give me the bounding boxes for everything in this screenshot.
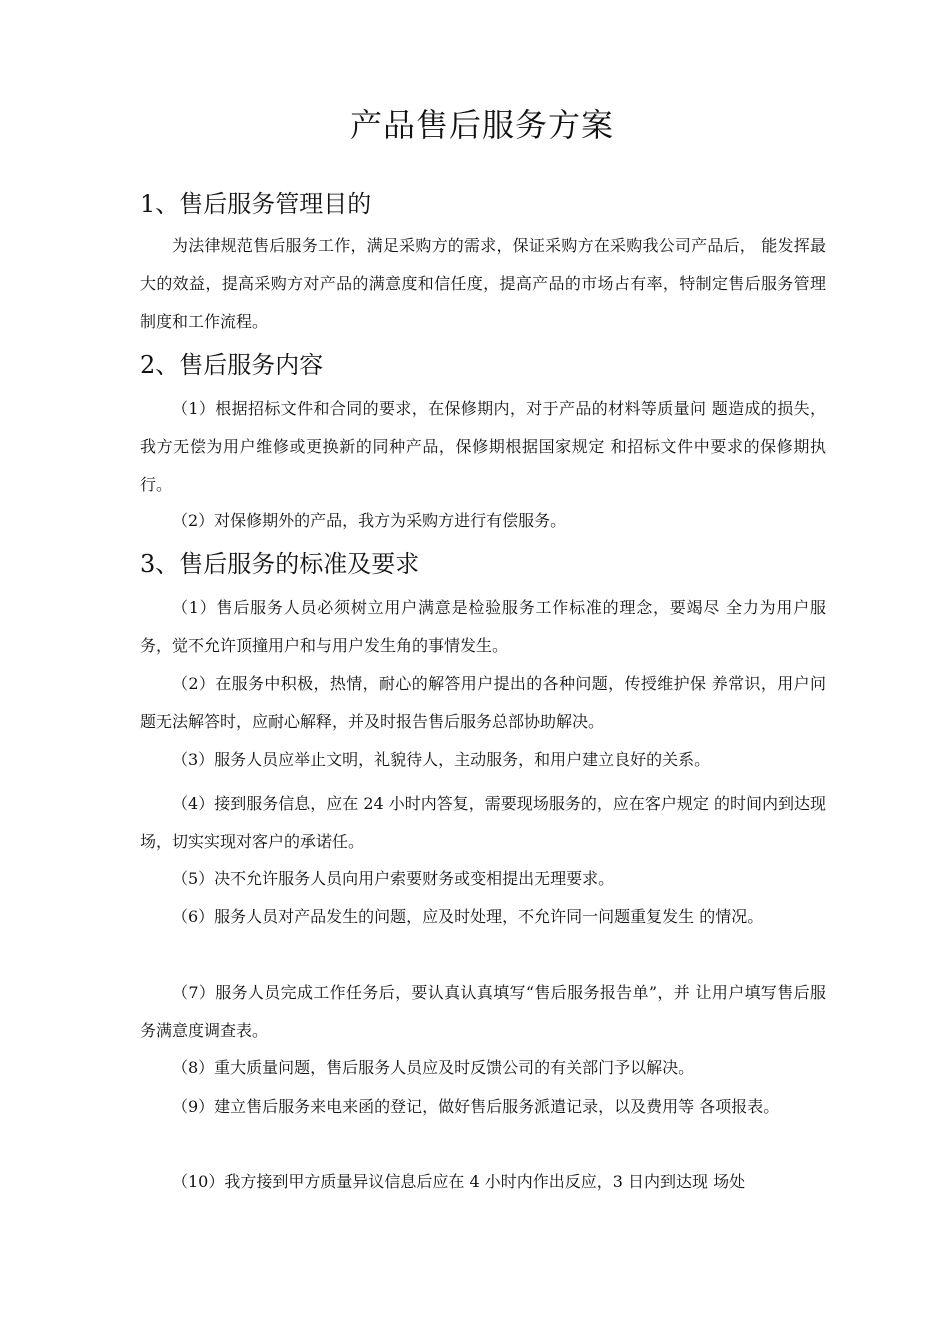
paragraph-3-9: （9）建立售后服务来电来函的登记，做好售后服务派遣记录，以及费用等 各项报表。	[172, 1097, 780, 1116]
paragraph-3-1: （1）售后服务人员必须树立用户满意是检验服务工作标准的理念，要竭尽 全力为用户服务，觉不允许顶撞用户和与用户发生角的事情发生。	[140, 598, 826, 655]
paragraph-3-6: （6）服务人员对产品发生的问题，应及时处理，不允许同一问题重复发生 的情况。	[172, 907, 764, 926]
section-heading-3: 3、售后服务的标准及要求	[140, 550, 420, 578]
paragraph-1-1: 为法律规范售后服务工作，满足采购方的需求，保证采购方在采购我公司产品后， 能发挥最大的效益，提高采购方对产品的满意度和信任度，提高产品的市场占有率，特制定售后服务管理制度和工作流程。	[140, 236, 826, 331]
paragraph-3-7: （7）服务人员完成工作任务后，要认真认真填写“售后服务报告单”，并 让用户填写售后服务满意度调查表。	[140, 983, 826, 1040]
paragraph-3-8: （8）重大质量问题，售后服务人员应及时反馈公司的有关部门予以解决。	[172, 1058, 695, 1077]
paragraph-3-10: （10）我方接到甲方质量异议信息后应在 4 小时内作出反应，3 日内到达现 场处	[172, 1172, 746, 1191]
section-heading-2: 2、售后服务内容	[140, 351, 324, 379]
paragraph-3-5: （5）决不允许服务人员向用户索要财务或变相提出无理要求。	[172, 869, 615, 888]
paragraph-2-2: （2）对保修期外的产品，我方为采购方进行有偿服务。	[172, 511, 567, 530]
paragraph-3-4: （4）接到服务信息，应在 24 小时内答复，需要现场服务的，应在客户规定 的时间内到达现场，切实实现对客户的承诺任。	[140, 794, 826, 851]
paragraph-2-1: （1）根据招标文件和合同的要求，在保修期内，对于产品的材料等质量问 题造成的损失，我方无偿为用户维修或更换新的同种产品，保修期根据国家规定 和招标文件中要求的保修期执行。	[140, 399, 826, 494]
paragraph-3-2: （2）在服务中积极，热情，耐心的解答用户提出的各种问题，传授维护保 养常识，用户问题无法解答时，应耐心解释，并及时报告售后服务总部协助解决。	[140, 674, 826, 731]
section-heading-1: 1、售后服务管理目的	[140, 190, 372, 218]
document-title: 产品售后服务方案	[349, 106, 614, 144]
paragraph-3-3: （3）服务人员应举止文明，礼貌待人，主动服务，和用户建立良好的关系。	[172, 750, 711, 769]
